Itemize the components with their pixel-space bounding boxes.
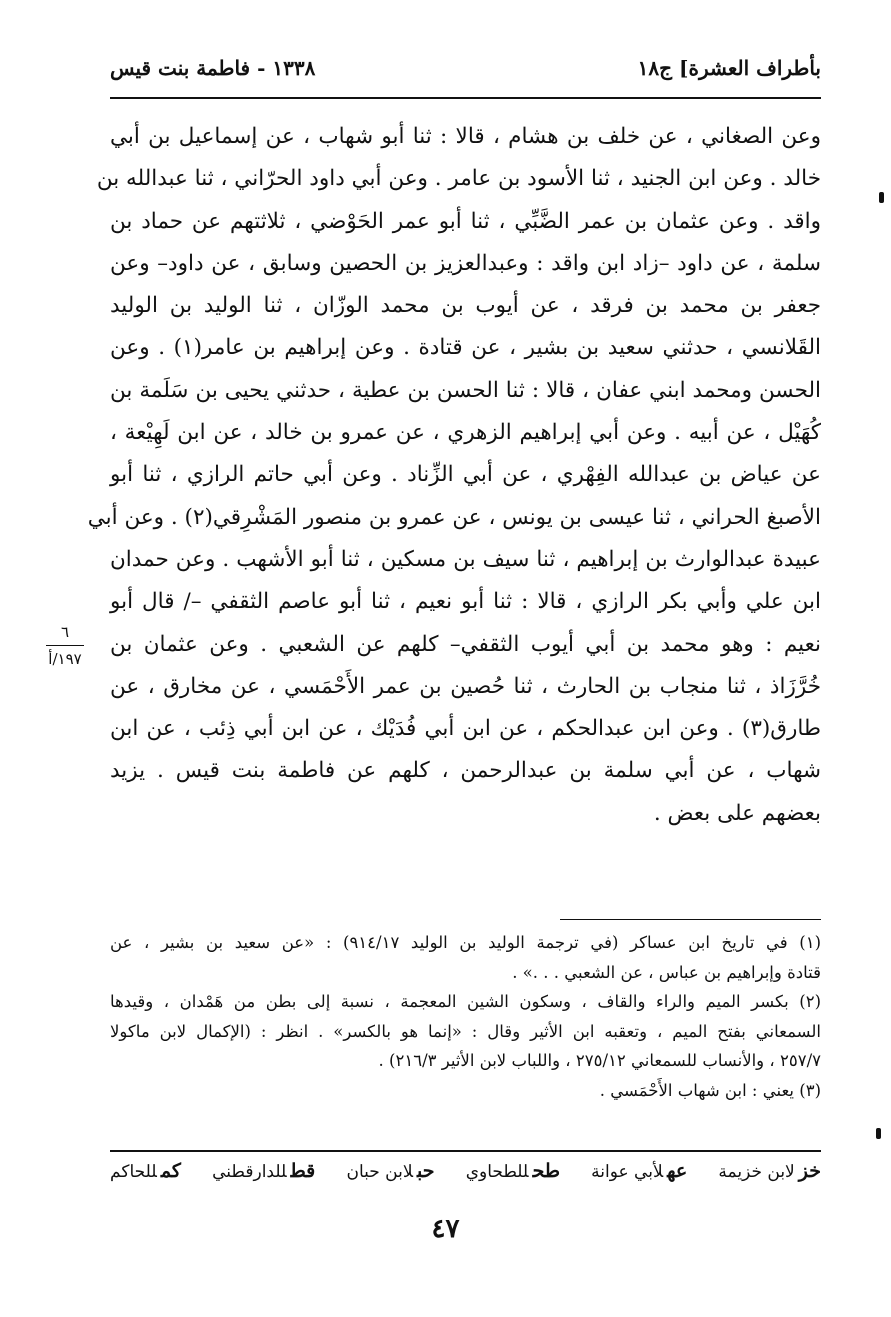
text-line: القَلانسي ، حدثني سعيد بن بشير ، عن قتادة . وعن إبراهيم بن عامر(١) . وعن: [110, 335, 822, 361]
abbreviation-item: [591, 1160, 687, 1182]
abbreviation-label: للحاكم: [110, 1162, 157, 1182]
abbreviation-code: حب: [417, 1160, 435, 1182]
text-line: واقد . وعن عثمان بن عمر الضَّبِّي ، ثنا أبو عمر الحَوْضي ، ثلاثتهم عن حماد بن: [110, 208, 821, 234]
text-line: ابن علي وأبي بكر الرازي ، قالا : ثنا أبو نعيم ، ثنا أبو عاصم الثقفي –/ قال أبو: [110, 589, 821, 615]
abbreviation-item: [718, 1160, 821, 1182]
abbreviation-item: [212, 1160, 315, 1182]
text-line: بعضهم على بعض .: [653, 800, 821, 826]
manuscript-folio-note: [35, 621, 95, 670]
abbreviation-label: لابن حبان: [346, 1162, 413, 1182]
header-hadith-title: ١٣٣٨ - فاطمة بنت قيس: [110, 56, 316, 80]
footnote-line: قتادة وإبراهيم بن عباس ، عن الشعبي . . .» .: [512, 962, 821, 982]
footnote-line: (٢) بكسر الميم والراء والقاف ، وسكون الشين المعجمة ، نسبة إلى بطن من هَمْدان ، وقيدها: [110, 992, 821, 1011]
text-line: سلمة ، عن داود –زاد ابن واقد : وعبدالعزيز بن الحصين وسابق ، عن داود– وعن: [110, 250, 821, 276]
header-divider: [110, 97, 821, 99]
header-book-title: بأطراف العشرة] ج١٨: [637, 56, 821, 80]
abbreviations-divider: [110, 1150, 821, 1152]
footnote-line: ٢٥٧/٧ ، والأنساب للسمعاني ٢٧٥/١٢ ، واللباب لابن الأثير ٢١٦/٣) .: [378, 1051, 821, 1070]
margin-note-folio: ١٩٧/أ: [48, 650, 82, 668]
scan-mark: [879, 192, 884, 203]
abbreviation-item: [466, 1160, 560, 1182]
margin-note-number: ٦: [60, 623, 70, 641]
abbreviation-label: للطحاوي: [465, 1162, 529, 1182]
text-line: طارق(٣) . وعن ابن عبدالحكم ، عن ابن أبي فُدَيْك ، عن ابن أبي ذِئب ، عن ابن: [110, 716, 821, 742]
footnotes: [110, 928, 821, 1105]
footnote-line: (٣) يعني : ابن شهاب الأَحْمَسي .: [599, 1080, 821, 1100]
footnote-line: السمعاني بفتح الميم ، وتعقبه ابن الأثير وقال : «إنما هو بالكسر» . انظر : (الإكمال لابن ماكولا: [110, 1021, 821, 1041]
abbreviation-label: لأبي عوانة: [591, 1162, 664, 1182]
text-line: عبيدة عبدالوارث بن إبراهيم ، ثنا سيف بن مسكين ، ثنا أبو الأشهب . وعن حمدان: [110, 546, 821, 572]
abbreviation-code: قط: [290, 1160, 316, 1182]
text-line: وعن الصغاني ، عن خلف بن هشام ، قالا : ثنا أبو شهاب ، عن إسماعيل بن أبي: [110, 124, 821, 149]
abbreviation-label: للدارقطني: [212, 1162, 287, 1182]
abbreviation-item: [110, 1160, 181, 1182]
main-text: [87, 116, 822, 835]
running-header: [110, 56, 821, 96]
text-line: جعفر بن محمد بن فرقد ، عن أيوب بن محمد الوزّان ، ثنا الوليد بن الوليد: [110, 293, 821, 319]
text-line: الحسن ومحمد ابني عفان ، قالا : ثنا الحسن بن عطية ، حدثني يحيى بن سَلَمة بن: [110, 377, 821, 403]
abbreviation-code: طح: [532, 1160, 560, 1182]
abbreviation-label: لابن خزيمة: [718, 1162, 795, 1182]
abbreviation-code: عه: [667, 1160, 688, 1182]
text-line: عن عياض بن عبدالله الفِهْري ، عن أبي الزِّناد . وعن أبي حاتم الرازي ، ثنا أبو: [110, 462, 821, 488]
abbreviation-item: [346, 1160, 434, 1182]
scan-mark: [876, 1128, 881, 1139]
text-line: شهاب ، عن أبي سلمة بن عبدالرحمن ، كلهم عن فاطمة بنت قيس . يزيد: [110, 758, 821, 784]
footnote-line: (١) في تاريخ ابن عساكر (في ترجمة الوليد بن الوليد ٩١٤/١٧) : «عن سعيد بن بشير ، عن: [110, 933, 821, 952]
footnote-divider: [560, 919, 821, 920]
text-line: كُهَيْل ، عن أبيه . وعن أبي إبراهيم الزهري ، عن عمرو بن خالد ، عن ابن لَهِيْعة ،: [110, 420, 821, 446]
abbreviation-code: كم: [160, 1160, 181, 1182]
page-number: ٤٧: [431, 1214, 460, 1244]
text-line: خُرَّزَاذ ، ثنا منجاب بن الحارث ، ثنا حُصين بن عمر الأَحْمَسي ، عن مخارق ، عن: [110, 673, 821, 699]
margin-note-divider: [46, 645, 84, 646]
text-line: خالد . وعن ابن الجنيد ، ثنا الأسود بن عامر . وعن أبي داود الحرّاني ، ثنا عبدالله بن: [96, 166, 821, 192]
abbreviations-key: [110, 1160, 821, 1182]
text-line: الأصبغ الحراني ، ثنا عيسى بن يونس ، عن عمرو بن منصور المَشْرِقي(٢) . وعن أبي: [87, 504, 821, 530]
text-line: نعيم : وهو محمد بن أبي أيوب الثقفي– كلهم عن الشعبي . وعن عثمان بن: [110, 631, 821, 657]
abbreviation-code: خز: [798, 1160, 821, 1182]
